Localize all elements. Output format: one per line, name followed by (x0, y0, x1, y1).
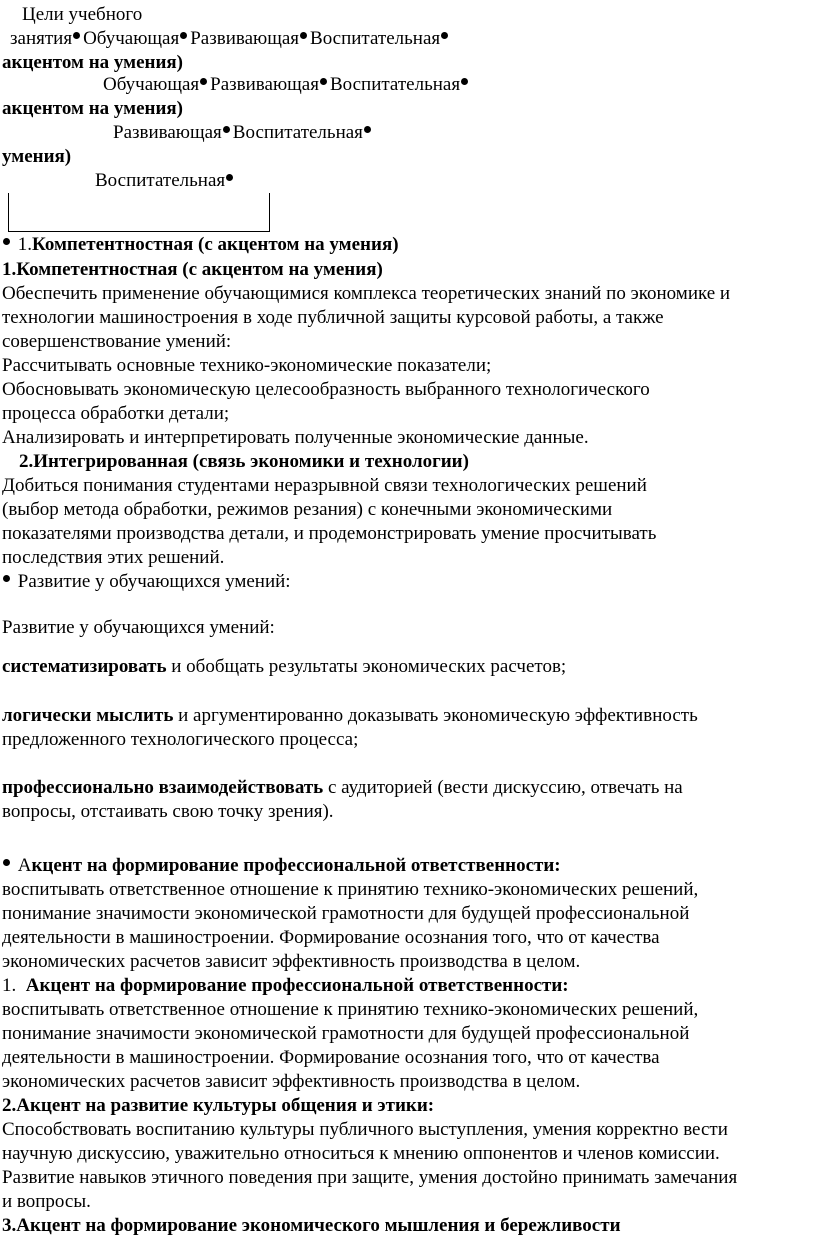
responsibility-heading-text: Акцент на формирование профессиональной ответственности: (25, 975, 569, 996)
responsibility-line: экономических расчетов зависит эффективность производства в целом. (2, 951, 581, 972)
goals-options-row4 (95, 169, 236, 193)
bullet-icon (180, 32, 187, 39)
development-bullet (2, 570, 291, 594)
bullet-icon (3, 575, 10, 582)
competence-heading-num: 1. (17, 234, 32, 255)
responsibility-line: деятельности в машиностроении. Формирование осознания того, что от качества (2, 1047, 660, 1068)
responsibility-line: деятельности в машиностроении. Формирование осознания того, что от качества (2, 927, 660, 948)
bullet-icon (223, 126, 230, 133)
goals-title-line2: занятия (10, 28, 73, 49)
bullet-icon (320, 78, 327, 85)
skill-item-2-line2: предложенного технологического процесса; (2, 729, 359, 750)
competence-line: процесса обработки детали; (2, 403, 230, 424)
responsibility-num: 1. (2, 975, 17, 996)
economy-heading: 3.Акцент на формирование экономического мышления и бережливости (2, 1215, 621, 1236)
skill-item-3-bold: профессионально взаимодействовать (2, 777, 324, 798)
skills-suffix: умения) (2, 146, 72, 167)
bullet-icon (200, 78, 207, 85)
responsibility-line: экономических расчетов зависит эффективность производства в целом. (2, 1071, 581, 1092)
responsibility-line: понимание значимости экономической грамотности для будущей профессиональной (2, 1023, 690, 1044)
skill-item-1-bold: систематизировать (2, 656, 167, 677)
culture-line: научную дискуссию, уважительно относиться к мнению оппонентов и членов комиссии. (2, 1143, 720, 1164)
integrated-heading: 2.Интегрированная (связь экономики и технологии) (19, 451, 469, 472)
responsibility-bullet-heading (2, 854, 561, 878)
accent-suffix-2: акцентом на умения) (2, 98, 184, 119)
bullet-icon (300, 32, 307, 39)
integrated-line: последствия этих решений. (2, 547, 225, 568)
competence-line: технологии машиностроения в ходе публичной защиты курсовой работы, а также (2, 307, 664, 328)
accent-suffix-1: акцентом на умения) (2, 52, 184, 73)
bullet-icon (364, 126, 371, 133)
option-educational: Воспитательная (95, 170, 226, 191)
option-teaching: Обучающая (103, 74, 200, 95)
culture-line: Способствовать воспитанию культуры публичного выступления, умения корректно вести (2, 1119, 728, 1140)
integrated-line: (выбор метода обработки, режимов резания) с конечными экономическими (2, 499, 613, 520)
culture-line: и вопросы. (2, 1191, 91, 1212)
empty-frame (8, 193, 270, 232)
responsibility-numbered-heading (2, 974, 569, 998)
culture-heading: 2.Акцент на развитие культуры общения и этики: (2, 1095, 435, 1116)
competence-line: совершенствование умений: (2, 331, 232, 352)
skill-item-1-rest: и обобщать результаты экономических расчетов; (166, 656, 567, 677)
skill-item-2-rest: и аргументированно доказывать экономическую эффективность (173, 705, 698, 726)
bullet-icon (441, 32, 448, 39)
option-educational: Воспитательная (232, 122, 363, 143)
integrated-line: Добиться понимания студентами неразрывной связи технологических решений (2, 475, 647, 496)
responsibility-line: воспитывать ответственное отношение к принятию технико-экономических решений, (2, 879, 699, 900)
goals-options-row3 (113, 121, 374, 145)
competence-heading: 1.Компетентностная (с акцентом на умения) (2, 259, 383, 280)
skill-item-3 (2, 776, 683, 800)
culture-line: Развитие навыков этичного поведения при защите, умения достойно принимать замечания (2, 1167, 738, 1188)
development-heading: Развитие у обучающихся умений: (2, 617, 275, 638)
competence-line: Анализировать и интерпретировать полученные экономические данные. (2, 427, 589, 448)
option-teaching: Обучающая (83, 28, 180, 49)
competence-line: Обеспечить применение обучающимися комплекса теоретических знаний по экономике и (2, 283, 731, 304)
skill-item-2-bold: логически мыслить (2, 705, 174, 726)
bullet-icon (461, 78, 468, 85)
skill-item-2 (2, 704, 698, 728)
competence-line: Обосновывать экономическую целесообразность выбранного технологического (2, 379, 650, 400)
responsibility-bullet-lead: А (17, 855, 32, 876)
option-educational: Воспитательная (329, 74, 461, 95)
integrated-line: показателями производства детали, и продемонстрировать умение просчитывать (2, 523, 657, 544)
bullet-icon (3, 859, 10, 866)
competence-line: Рассчитывать основные технико-экономические показатели; (2, 355, 492, 376)
bullet-icon (226, 174, 233, 181)
responsibility-bullet-bold: кцент на формирование профессиональной ответственности: (31, 855, 561, 876)
skill-item-3-line2: вопросы, отстаивать свою точку зрения). (2, 801, 334, 822)
competence-bullet-heading (2, 233, 399, 257)
responsibility-line: понимание значимости экономической грамотности для будущей профессиональной (2, 903, 690, 924)
skill-item-1 (2, 655, 566, 679)
option-developing: Развивающая (210, 74, 319, 95)
goals-options-row2 (103, 73, 471, 97)
responsibility-line: воспитывать ответственное отношение к принятию технико-экономических решений, (2, 999, 699, 1020)
option-educational: Воспитательная (310, 28, 441, 49)
option-developing: Развивающая (113, 122, 222, 143)
bullet-icon (73, 32, 80, 39)
skill-item-3-rest: с аудиторией (вести дискуссию, отвечать на (323, 777, 683, 798)
option-developing: Развивающая (190, 28, 300, 49)
goals-options-row1 (10, 27, 451, 51)
competence-heading-text: Компетентностная (с акцентом на умения) (32, 234, 399, 255)
development-bullet-text: Развитие у обучающихся умений: (17, 571, 291, 592)
bullet-icon (3, 238, 10, 245)
goals-title-line1: Цели учебного (22, 4, 143, 25)
